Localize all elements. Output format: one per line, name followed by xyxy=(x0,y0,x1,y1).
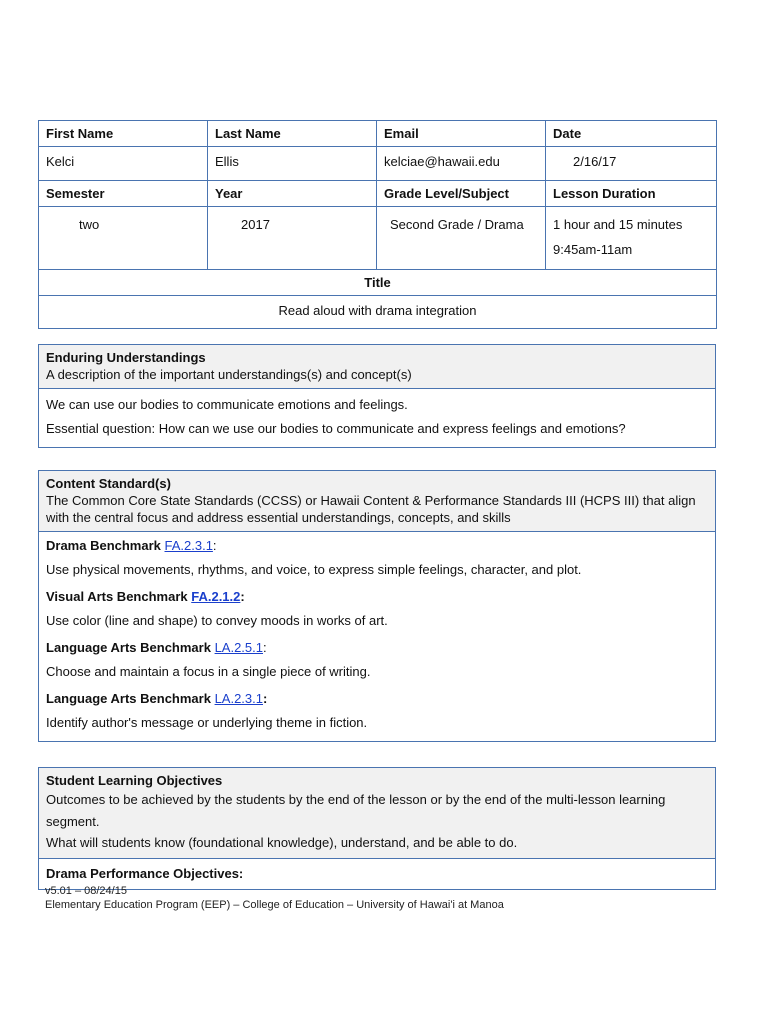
header-lesson-duration: Lesson Duration xyxy=(546,181,717,207)
benchmark-suffix: : xyxy=(263,691,268,706)
info-table xyxy=(38,120,717,329)
footer-program: Elementary Education Program (EEP) – College of Education – University of Hawai'i at Manoa xyxy=(45,899,504,911)
page-footer xyxy=(45,884,504,912)
enduring-heading: Enduring Understandings xyxy=(46,350,206,365)
info-table-wrapper xyxy=(38,120,716,329)
value-last-name: Ellis xyxy=(208,147,377,181)
visual-arts-benchmark-text: Use color (line and shape) to convey moods in works of art. xyxy=(46,613,388,628)
standards-description: The Common Core State Standards (CCSS) or Hawaii Content & Performance Standards III (HCPS III) that align with the central focus and address essential understandings, concepts, and skills xyxy=(46,493,696,525)
header-date: Date xyxy=(546,121,717,147)
objectives-header xyxy=(39,768,715,859)
benchmark-label-text: Drama Benchmark xyxy=(46,538,165,553)
header-email: Email xyxy=(377,121,546,147)
learning-objectives-section xyxy=(38,767,716,890)
enduring-description: A description of the important understandings(s) and concept(s) xyxy=(46,367,412,382)
duration-line-1: 1 hour and 15 minutes xyxy=(553,217,683,232)
content-standards-section xyxy=(38,470,716,742)
header-last-name: Last Name xyxy=(208,121,377,147)
value-email: kelciae@hawaii.edu xyxy=(377,147,546,181)
enduring-body xyxy=(39,389,715,447)
benchmark-suffix: : xyxy=(212,538,217,553)
value-first-name: Kelci xyxy=(39,147,208,181)
benchmark-link-fa-2-1-2[interactable]: FA.2.1.2 xyxy=(191,589,241,604)
value-grade-level: Second Grade / Drama xyxy=(377,207,546,270)
benchmark-suffix: : xyxy=(263,640,267,655)
title-label: Title xyxy=(39,270,717,296)
benchmark-label-text: Language Arts Benchmark xyxy=(46,691,215,706)
header-semester: Semester xyxy=(39,181,208,207)
benchmark-link-la-2-3-1[interactable]: LA.2.3.1 xyxy=(214,691,263,706)
objectives-heading: Student Learning Objectives xyxy=(46,773,223,788)
duration-line-2: 9:45am-11am xyxy=(553,242,633,257)
value-year: 2017 xyxy=(208,207,377,270)
drama-benchmark-label xyxy=(46,534,708,558)
header-first-name: First Name xyxy=(39,121,208,147)
value-semester: two xyxy=(39,207,208,270)
footer-version: v5.01 – 08/24/15 xyxy=(45,885,127,897)
enduring-header xyxy=(39,345,715,389)
benchmark-suffix: : xyxy=(240,589,245,604)
language-arts-benchmark-1-text: Choose and maintain a focus in a single piece of writing. xyxy=(46,664,371,679)
value-lesson-duration xyxy=(546,207,717,270)
objectives-description-2: What will students know (foundational knowledge), understand, and be able to do. xyxy=(46,835,518,850)
enduring-understandings-section xyxy=(38,344,716,448)
benchmark-label-text: Visual Arts Benchmark xyxy=(46,589,192,604)
standards-body xyxy=(39,532,715,741)
language-arts-benchmark-1-label xyxy=(46,636,708,660)
objectives-description-1: Outcomes to be achieved by the students by the end of the lesson or by the end of the multi-lesson learning segment. xyxy=(46,792,666,829)
language-arts-benchmark-2-text: Identify author's message or underlying theme in fiction. xyxy=(46,715,368,730)
enduring-line-1: We can use our bodies to communicate emotions and feelings. xyxy=(46,397,408,412)
benchmark-link-la-2-5-1[interactable]: LA.2.5.1 xyxy=(214,640,263,655)
enduring-line-2: Essential question: How can we use our bodies to communicate and express feelings and emotions? xyxy=(46,421,626,436)
title-value: Read aloud with drama integration xyxy=(39,296,717,329)
benchmark-link-fa-2-3-1[interactable]: FA.2.3.1 xyxy=(164,538,213,553)
visual-arts-benchmark-label xyxy=(46,585,708,609)
benchmark-label-text: Language Arts Benchmark xyxy=(46,640,215,655)
value-date: 2/16/17 xyxy=(546,147,717,181)
standards-header xyxy=(39,471,715,532)
drama-performance-objectives: Drama Performance Objectives: xyxy=(46,866,244,881)
drama-benchmark-text: Use physical movements, rhythms, and voice, to express simple feelings, character, and plot. xyxy=(46,562,582,577)
header-grade-level: Grade Level/Subject xyxy=(377,181,546,207)
language-arts-benchmark-2-label xyxy=(46,687,708,711)
header-year: Year xyxy=(208,181,377,207)
standards-heading: Content Standard(s) xyxy=(46,476,171,491)
